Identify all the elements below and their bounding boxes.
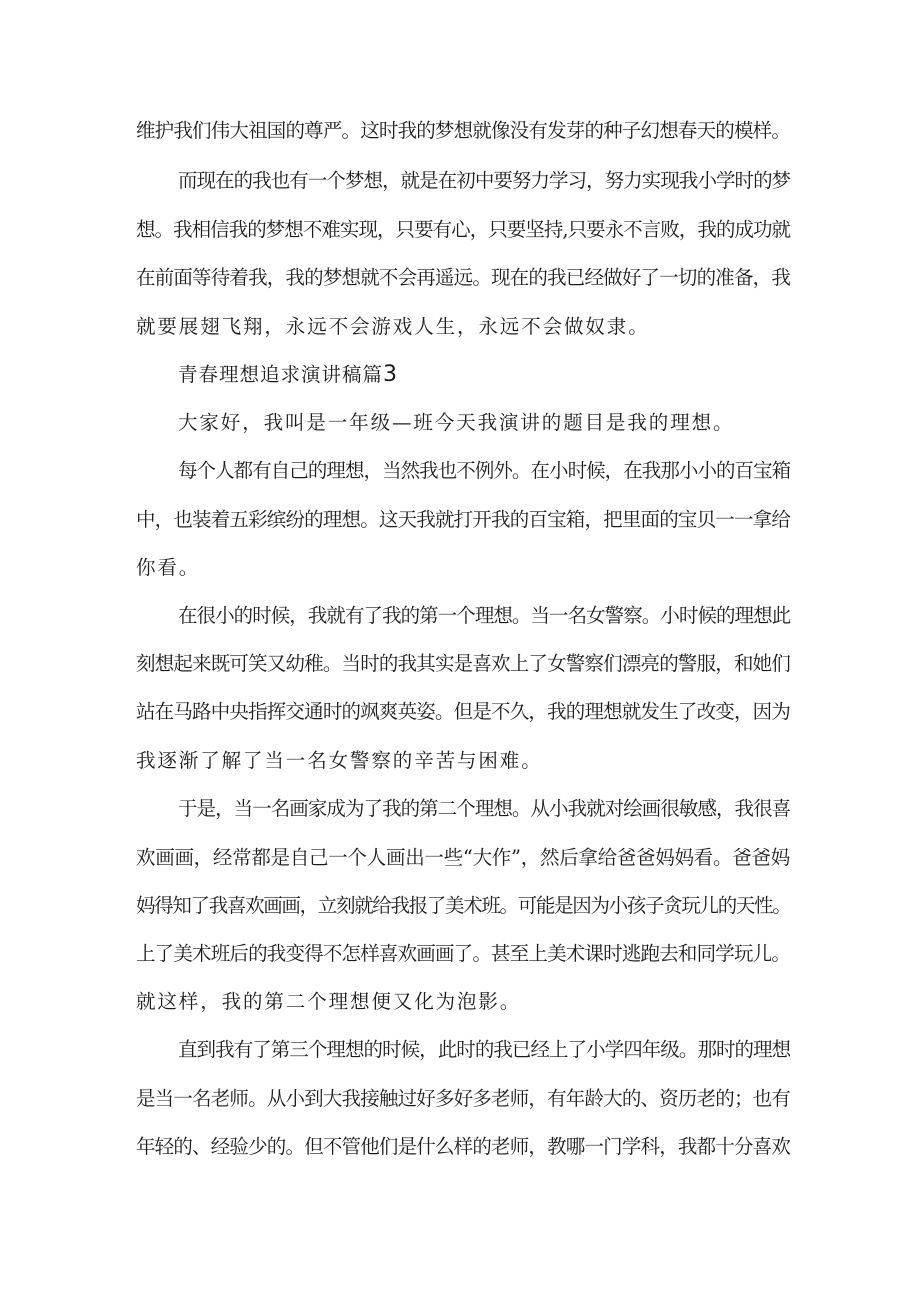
- text-line: 就要展翅飞翔，永远不会游戏人生，永远不会做奴隶。: [136, 315, 650, 338]
- text-line: 上了美术班后的我变得不怎样喜欢画画了。甚至上美术课时逃跑去和同学玩儿。: [136, 942, 791, 965]
- text-line: 维护我们伟大祖国的尊严。这时我的梦想就像没有发芽的种子幻想春天的模样。: [136, 119, 791, 142]
- text-line: 站在马路中央指挥交通时的飒爽英姿。但是不久，我的理想就发生了改变，因为: [136, 700, 791, 723]
- section-heading-number: 3: [383, 362, 398, 387]
- text-line: 妈得知了我喜欢画画，立刻就给我报了美术班。可能是因为小孩子贪玩儿的天性。: [136, 894, 791, 917]
- section-heading-text: 青春理想追求演讲稿篇: [178, 363, 384, 386]
- text-line: 年轻的、经验少的。但不管他们是什么样的老师，教哪一门学科，我都十分喜欢: [136, 1135, 791, 1158]
- text-line: 我逐渐了解了当一名女警察的辛苦与困难。: [136, 749, 543, 772]
- text-line: 就这样，我的第二个理想便又化为泡影。: [136, 990, 522, 1013]
- text-line: 是当一名老师。从小到大我接触过好多好多老师，有年龄大的、资历老的；也有: [136, 1087, 791, 1110]
- section-heading: [178, 363, 397, 387]
- text-line: 中，也装着五彩缤纷的理想。这天我就打开我的百宝箱，把里面的宝贝一一拿给: [136, 508, 791, 531]
- text-line: 于是，当一名画家成为了我的第二个理想。从小我就对绘画很敏感，我很喜: [178, 797, 791, 820]
- text-line: 在很小的时候，我就有了我的第一个理想。当一名女警察。小时候的理想此: [178, 604, 791, 627]
- text-line: 你看。: [136, 556, 201, 579]
- text-line: 欢画画，经常都是自己一个人画出一些“大作”，然后拿给爸爸妈妈看。爸爸妈: [136, 846, 790, 869]
- text-line: 在前面等待着我，我的梦想就不会再遥远。现在的我已经做好了一切的准备，我: [136, 266, 791, 289]
- text-line: 大家好，我叫是一年级—班今天我演讲的题目是我的理想。: [178, 411, 735, 434]
- text-line: 直到我有了第三个理想的时候，此时的我已经上了小学四年级。那时的理想: [178, 1038, 791, 1061]
- text-line: 想。我相信我的梦想不难实现，只要有心，只要坚持,只要永不言败，我的成功就: [136, 218, 791, 241]
- text-line: 刻想起来既可笑又幼稚。当时的我其实是喜欢上了女警察们漂亮的警服，和她们: [136, 652, 791, 675]
- text-line: 而现在的我也有一个梦想，就是在初中要努力学习，努力实现我小学时的梦: [178, 169, 791, 192]
- text-line: 每个人都有自己的理想，当然我也不例外。在小时候，在我那小小的百宝箱: [178, 459, 791, 482]
